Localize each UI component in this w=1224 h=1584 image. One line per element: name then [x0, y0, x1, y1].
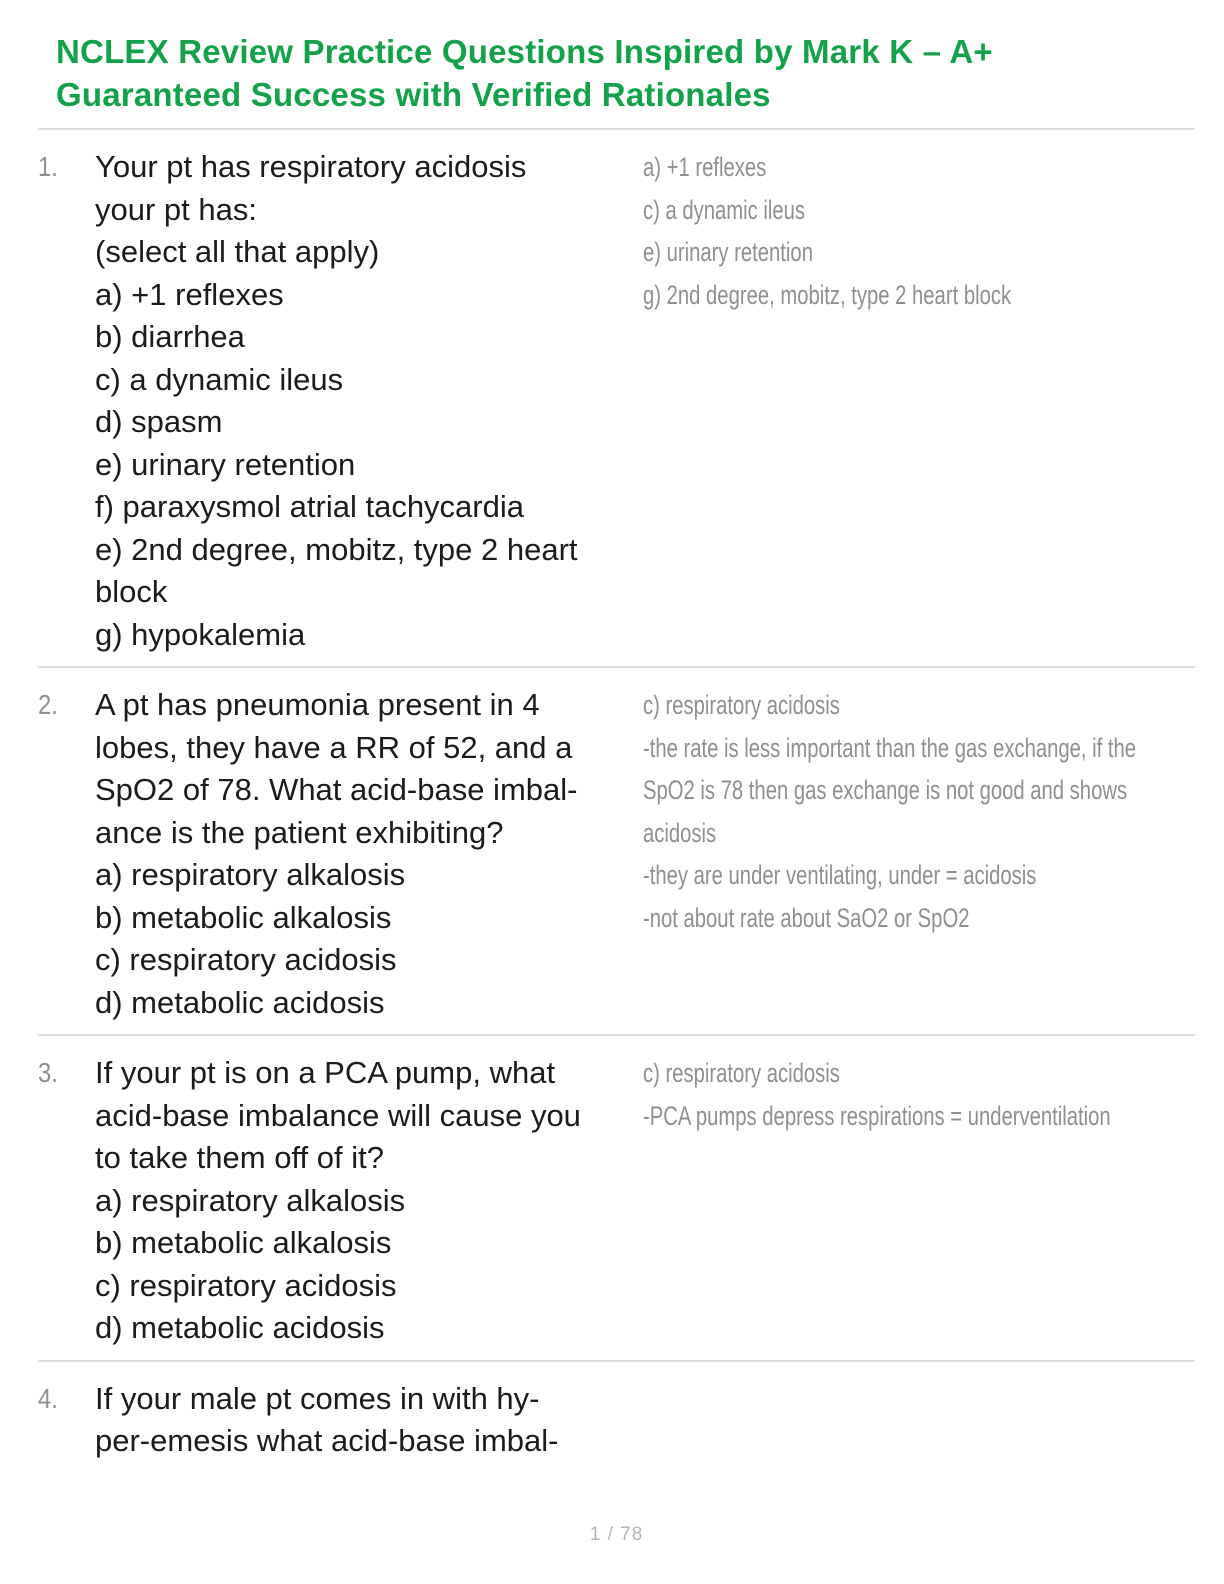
question-line: lobes, they have a RR of 52, and a: [95, 729, 573, 765]
answer-line: e) urinary retention: [643, 237, 813, 267]
answer-text: [643, 146, 1195, 656]
question-line: ance is the patient exhibiting?: [95, 814, 504, 850]
question-line: A pt has pneumonia present in 4: [95, 687, 540, 722]
question-line: per-emesis what acid-base imbal-: [95, 1423, 559, 1458]
question-line: f) paraxysmol atrial tachycardia: [95, 489, 524, 524]
question-line: SpO2 of 78. What acid-base imbal-: [95, 772, 578, 807]
question-line: a) +1 reflexes: [95, 276, 284, 312]
page-number: 1 / 78: [589, 1524, 644, 1545]
question-1: [38, 130, 1195, 666]
question-text: [95, 1052, 643, 1350]
question-number: 2.: [38, 689, 58, 720]
question-line: Your pt has respiratory acidosis: [95, 149, 527, 184]
answer-text: [643, 1378, 1195, 1463]
question-line: If your pt is on a PCA pump, what: [95, 1055, 556, 1090]
question-line: b) metabolic alkalosis: [95, 899, 392, 935]
question-number: 1.: [38, 151, 58, 182]
question-line: b) metabolic alkalosis: [95, 1225, 392, 1260]
question-line: c) respiratory acidosis: [95, 1267, 397, 1303]
question-line: d) metabolic acidosis: [95, 1310, 385, 1345]
question-line: c) a dynamic ileus: [95, 361, 344, 397]
answer-line: -they are under ventilating, under = acidosis: [643, 860, 1037, 890]
question-line: d) spasm: [95, 404, 223, 439]
answer-line: c) respiratory acidosis: [643, 1058, 840, 1088]
answer-line: a) +1 reflexes: [643, 152, 767, 182]
question-text: [95, 684, 643, 1024]
answer-line: c) respiratory acidosis: [643, 690, 840, 720]
answer-line: acidosis: [643, 817, 717, 848]
question-line: b) diarrhea: [95, 319, 245, 354]
question-line: If your male pt comes in with hy-: [95, 1380, 540, 1416]
question-number: 3.: [38, 1057, 58, 1088]
question-text: [95, 146, 643, 656]
question-line: (select all that apply): [95, 234, 380, 269]
question-line: g) hypokalemia: [95, 616, 306, 652]
question-line: block: [95, 574, 168, 609]
question-line: a) respiratory alkalosis: [95, 1182, 406, 1218]
question-line: d) metabolic acidosis: [95, 984, 385, 1020]
answer-line: -PCA pumps depress respirations = underventilation: [643, 1100, 1111, 1131]
answer-text: [643, 684, 1195, 1024]
question-4: [38, 1362, 1195, 1473]
answer-line: SpO2 is 78 then gas exchange is not good and shows: [643, 775, 1128, 805]
question-line: e) 2nd degree, mobitz, type 2 heart: [95, 531, 578, 567]
question-line: to take them off of it?: [95, 1140, 384, 1175]
question-text: [95, 1378, 643, 1463]
answer-line: -not about rate about SaO2 or SpO2: [643, 902, 970, 933]
question-line: c) respiratory acidosis: [95, 942, 397, 977]
question-line: your pt has:: [95, 191, 257, 227]
page-title: NCLEX Review Practice Questions Inspired by Mark K – A+ Guaranteed Success with Verified Rationales: [56, 33, 993, 113]
question-line: acid-base imbalance will cause you: [95, 1097, 581, 1133]
answer-text: [643, 1052, 1195, 1350]
question-line: a) respiratory alkalosis: [95, 857, 406, 892]
question-number: 4.: [38, 1382, 58, 1414]
answer-line: -the rate is less important than the gas exchange, if the: [643, 732, 1137, 763]
question-2: [38, 668, 1195, 1034]
answer-line: g) 2nd degree, mobitz, type 2 heart block: [643, 279, 1012, 310]
question-3: [38, 1036, 1195, 1360]
answer-line: c) a dynamic ileus: [643, 194, 806, 225]
question-line: e) urinary retention: [95, 446, 356, 482]
